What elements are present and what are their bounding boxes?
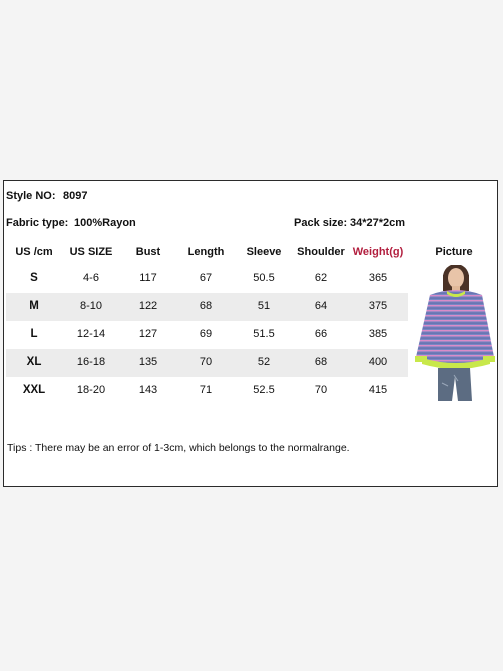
table-row xyxy=(6,265,408,293)
sleeve-cell: 51 xyxy=(257,300,271,312)
length-cell: 68 xyxy=(199,300,213,312)
shoulder-cell: 62 xyxy=(314,272,328,284)
length-cell: 69 xyxy=(199,328,213,340)
size-cell: M xyxy=(29,300,39,312)
style-no-label: Style NO: xyxy=(6,190,56,202)
fabric-type-label: Fabric type: xyxy=(6,217,69,229)
weight-cell: 400 xyxy=(368,356,388,368)
bust-cell: 127 xyxy=(138,328,158,340)
sleeve-cell: 52 xyxy=(257,356,271,368)
size-cell: L xyxy=(30,328,38,340)
us-size-cell: 12-14 xyxy=(76,328,106,340)
us-size-cell: 18-20 xyxy=(76,384,106,396)
header-us-size: US SIZE xyxy=(69,246,113,258)
header-picture: Picture xyxy=(435,246,473,258)
header-weight: Weight(g) xyxy=(352,246,404,258)
header-length: Length xyxy=(187,246,225,258)
size-chart-card xyxy=(3,180,498,487)
us-size-cell: 16-18 xyxy=(76,356,106,368)
header-us-cm: US /cm xyxy=(15,246,53,258)
shoulder-cell: 64 xyxy=(314,300,328,312)
sleeve-cell: 51.5 xyxy=(253,328,275,340)
shoulder-cell: 66 xyxy=(314,328,328,340)
style-no-value: 8097 xyxy=(63,190,88,202)
bust-cell: 122 xyxy=(138,300,158,312)
length-cell: 71 xyxy=(199,384,213,396)
table-row xyxy=(6,293,408,321)
bust-cell: 135 xyxy=(138,356,158,368)
length-cell: 67 xyxy=(199,272,213,284)
header-sleeve: Sleeve xyxy=(246,246,282,258)
table-row xyxy=(6,349,408,377)
us-size-cell: 4-6 xyxy=(83,272,99,284)
sweatshirt-illustration-icon xyxy=(412,265,496,401)
header-bust: Bust xyxy=(135,246,161,258)
size-cell: S xyxy=(30,272,38,284)
pack-size-value: 34*27*2cm xyxy=(350,217,406,229)
weight-cell: 375 xyxy=(368,300,388,312)
weight-cell: 385 xyxy=(368,328,388,340)
sleeve-cell: 52.5 xyxy=(253,384,275,396)
pack-size-label: Pack size: xyxy=(294,217,348,229)
bust-cell: 143 xyxy=(138,384,158,396)
length-cell: 70 xyxy=(199,356,213,368)
tips-note: Tips : There may be an error of 1-3cm, which belongs to the normalrange. xyxy=(7,442,350,454)
us-size-cell: 8-10 xyxy=(79,300,103,312)
size-cell: XXL xyxy=(22,384,46,396)
sleeve-cell: 50.5 xyxy=(253,272,275,284)
bust-cell: 117 xyxy=(139,272,157,284)
table-row xyxy=(6,377,408,405)
weight-cell: 415 xyxy=(368,384,388,396)
striped-sweatshirt-photo xyxy=(412,265,496,401)
size-cell: XL xyxy=(26,356,42,368)
header-shoulder: Shoulder xyxy=(297,246,345,258)
shoulder-cell: 70 xyxy=(314,384,328,396)
weight-cell: 365 xyxy=(368,272,388,284)
fabric-type-value: 100%Rayon xyxy=(74,217,136,229)
table-row xyxy=(6,321,408,349)
shoulder-cell: 68 xyxy=(314,356,328,368)
